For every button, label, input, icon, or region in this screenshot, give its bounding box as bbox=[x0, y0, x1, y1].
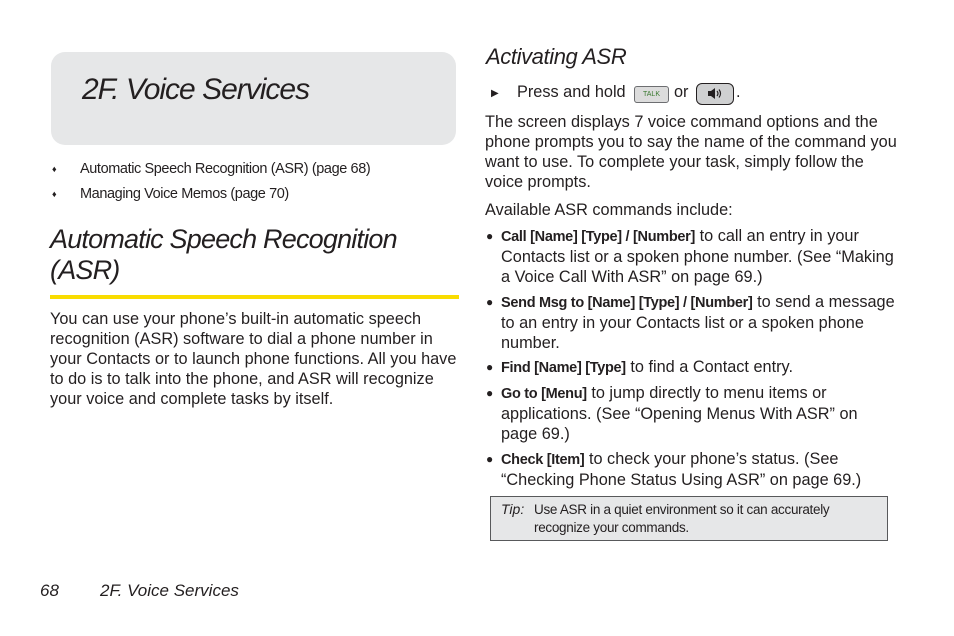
available-commands-intro: Available ASR commands include: bbox=[485, 201, 733, 219]
asr-description: The screen displays 7 voice command options and the phone prompts you to say the name of the command you want to use. To complete your task, simply follow the voice prompts. bbox=[485, 113, 897, 191]
tip-box bbox=[490, 496, 888, 541]
diamond-bullet-icon: ♦ bbox=[52, 164, 57, 174]
talk-key-icon: TALK bbox=[634, 86, 669, 103]
chapter-contents-list bbox=[50, 161, 460, 211]
triangle-bullet-icon: ▶ bbox=[491, 88, 499, 99]
step-or: or bbox=[674, 83, 689, 101]
tip-text: Use ASR in a quiet environment so it can accurately recognize your commands. bbox=[534, 502, 830, 535]
footer-section-title: 2F. Voice Services bbox=[100, 581, 239, 600]
command-list-item bbox=[486, 449, 898, 490]
page-number: 68 bbox=[40, 581, 59, 600]
toc-item-label[interactable]: Managing Voice Memos (page 70) bbox=[80, 186, 289, 202]
command-list-item bbox=[486, 226, 898, 287]
tip-label: Tip: bbox=[501, 501, 525, 517]
section-title: Automatic Speech Recognition (ASR) bbox=[50, 224, 397, 285]
command-list-item bbox=[486, 292, 898, 353]
instruction-step bbox=[491, 82, 891, 104]
step-text: Press and hold bbox=[517, 83, 626, 101]
dot-bullet-icon: ● bbox=[486, 295, 494, 309]
speaker-icon bbox=[707, 87, 723, 100]
toc-item[interactable] bbox=[50, 161, 460, 186]
dot-bullet-icon: ● bbox=[486, 452, 494, 466]
dot-bullet-icon: ● bbox=[486, 386, 494, 400]
command-description: to jump directly to menu items or applications. (See “Opening Menus With ASR” on page 69.) bbox=[501, 384, 858, 443]
section-intro: You can use your phone’s built-in automatic speech recognition (ASR) software to dial a phone number in your Contacts or to launch phone functions. All you have to do is to talk into the phone, and ASR will recognize your voice and complete tasks by itself. bbox=[50, 310, 457, 408]
dot-bullet-icon: ● bbox=[486, 229, 494, 243]
command-description: to check your phone’s status. (See “Checking Phone Status Using ASR” on page 69.) bbox=[501, 450, 862, 489]
command-list-item bbox=[486, 383, 898, 444]
command-description: to call an entry in your Contacts list or a spoken phone number. (See “Making a Voice Call With ASR” on page 69.) bbox=[501, 227, 894, 286]
dot-bullet-icon: ● bbox=[486, 360, 494, 374]
step-period: . bbox=[736, 83, 741, 101]
command-description: to find a Contact entry. bbox=[625, 358, 793, 376]
command-label: Find [Name] [Type] bbox=[501, 360, 626, 376]
speaker-key-icon bbox=[696, 83, 734, 105]
diamond-bullet-icon: ♦ bbox=[52, 189, 57, 199]
command-label: Check [Item] bbox=[501, 452, 585, 468]
toc-item-label[interactable]: Automatic Speech Recognition (ASR) (page 68) bbox=[80, 161, 371, 177]
command-label: Send Msg to [Name] [Type] / [Number] bbox=[501, 295, 753, 311]
chapter-title: 2F. Voice Services bbox=[82, 73, 310, 106]
command-description: to send a message to an entry in your Contacts list or a spoken phone number. bbox=[501, 293, 895, 352]
command-label: Call [Name] [Type] / [Number] bbox=[501, 229, 696, 245]
command-label: Go to [Menu] bbox=[501, 386, 587, 402]
command-list-item bbox=[486, 357, 898, 378]
subsection-title: Activating ASR bbox=[486, 44, 627, 69]
toc-item[interactable] bbox=[50, 186, 460, 211]
section-divider bbox=[50, 295, 459, 299]
